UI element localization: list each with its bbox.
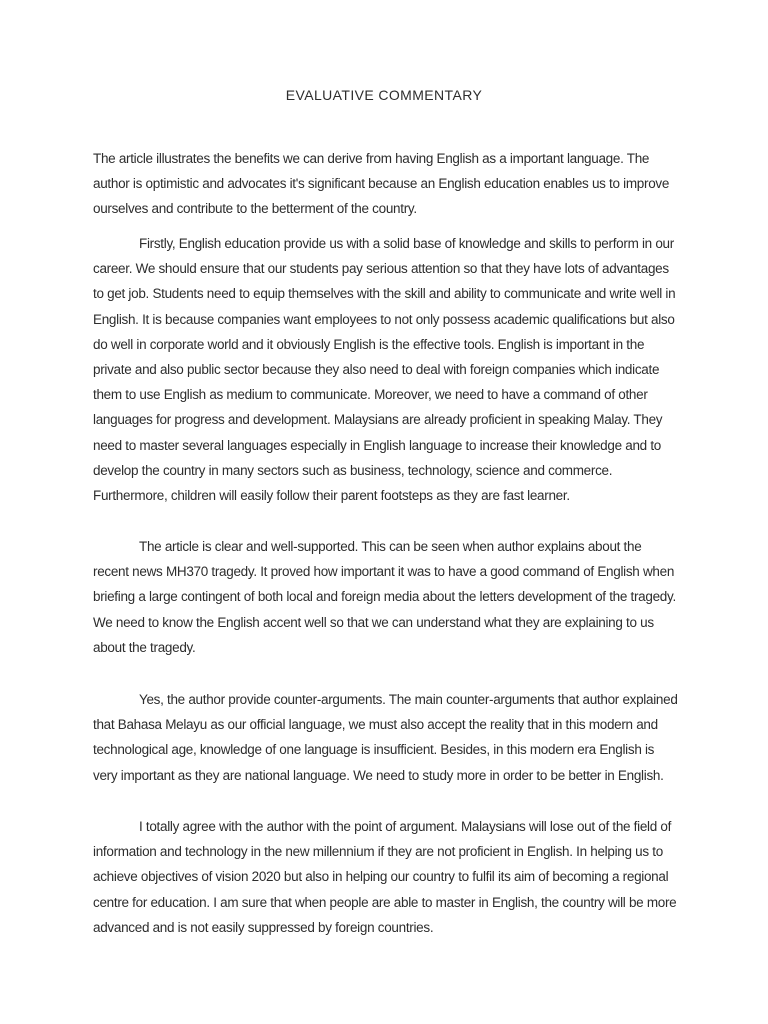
text-line: private and also public sector because they also need to deal with foreign companies which indicate xyxy=(93,362,660,378)
paragraph xyxy=(93,687,733,788)
text-line: I totally agree with the author with the point of argument. Malaysians will lose out of the field of xyxy=(139,819,672,834)
text-line: Furthermore, children will easily follow their parent footsteps as they are fast learner. xyxy=(93,488,570,504)
text-line: about the tragedy. xyxy=(93,639,196,655)
text-line: to get job. Students need to equip themselves with the skill and ability to communicate and write well in xyxy=(93,286,676,302)
text-line: The article illustrates the benefits we can derive from having English as a important language. The xyxy=(93,151,650,166)
text-line: do well in corporate world and it obviously English is the effective tools. English is important in the xyxy=(93,336,645,352)
document-title: EVALUATIVE COMMENTARY xyxy=(285,87,483,103)
text-line: recent news MH370 tragedy. It proved how important it was to have a good command of English when xyxy=(93,564,675,580)
paragraph xyxy=(93,231,733,508)
text-line: English. It is because companies want employees to not only possess academic qualifications but also xyxy=(93,311,675,327)
text-line: We need to know the English accent well so that we can understand what they are explaining to us xyxy=(93,614,654,630)
text-line: languages for progress and development. Malaysians are already proficient in speaking Malay. They xyxy=(93,412,663,428)
text-line: them to use English as medium to communicate. Moreover, we need to have a command of other xyxy=(93,387,648,403)
text-line: that Bahasa Melayu as our official language, we must also accept the reality that in this modern and xyxy=(93,717,658,733)
text-line: very important as they are national language. We need to study more in order to be better in English. xyxy=(93,767,664,783)
text-line: technological age, knowledge of one language is insufficient. Besides, in this modern era English is xyxy=(93,742,655,758)
text-line: develop the country in many sectors such as business, technology, science and commerce. xyxy=(93,462,613,478)
text-line: briefing a large contingent of both local and foreign media about the letters development of the tragedy. xyxy=(93,589,676,605)
text-line: Yes, the author provide counter-arguments. The main counter-arguments that author explained xyxy=(139,692,678,707)
text-line: The article is clear and well-supported. This can be seen when author explains about the xyxy=(139,539,642,554)
text-line: advanced and is not easily suppressed by foreign countries. xyxy=(93,919,434,935)
text-line: achieve objectives of vision 2020 but also in helping our country to fulfil its aim of becoming a regional xyxy=(93,869,669,885)
text-line: ourselves and contribute to the betterment of the country. xyxy=(93,201,417,217)
text-line: centre for education. I am sure that when people are able to master in English, the country will be more xyxy=(93,894,677,910)
text-line: need to master several languages especially in English language to increase their knowledge and to xyxy=(93,437,661,453)
paragraph xyxy=(93,814,733,940)
text-line: Firstly, English education provide us with a solid base of knowledge and skills to perform in our xyxy=(139,236,674,251)
paragraph xyxy=(93,146,733,222)
paragraph xyxy=(93,534,733,660)
text-line: career. We should ensure that our students pay serious attention so that they have lots of advantages xyxy=(93,261,669,277)
text-line: author is optimistic and advocates it's significant because an English education enables us to improve xyxy=(93,176,670,192)
text-line: information and technology in the new millennium if they are not proficient in English. In helping us to xyxy=(93,844,663,860)
